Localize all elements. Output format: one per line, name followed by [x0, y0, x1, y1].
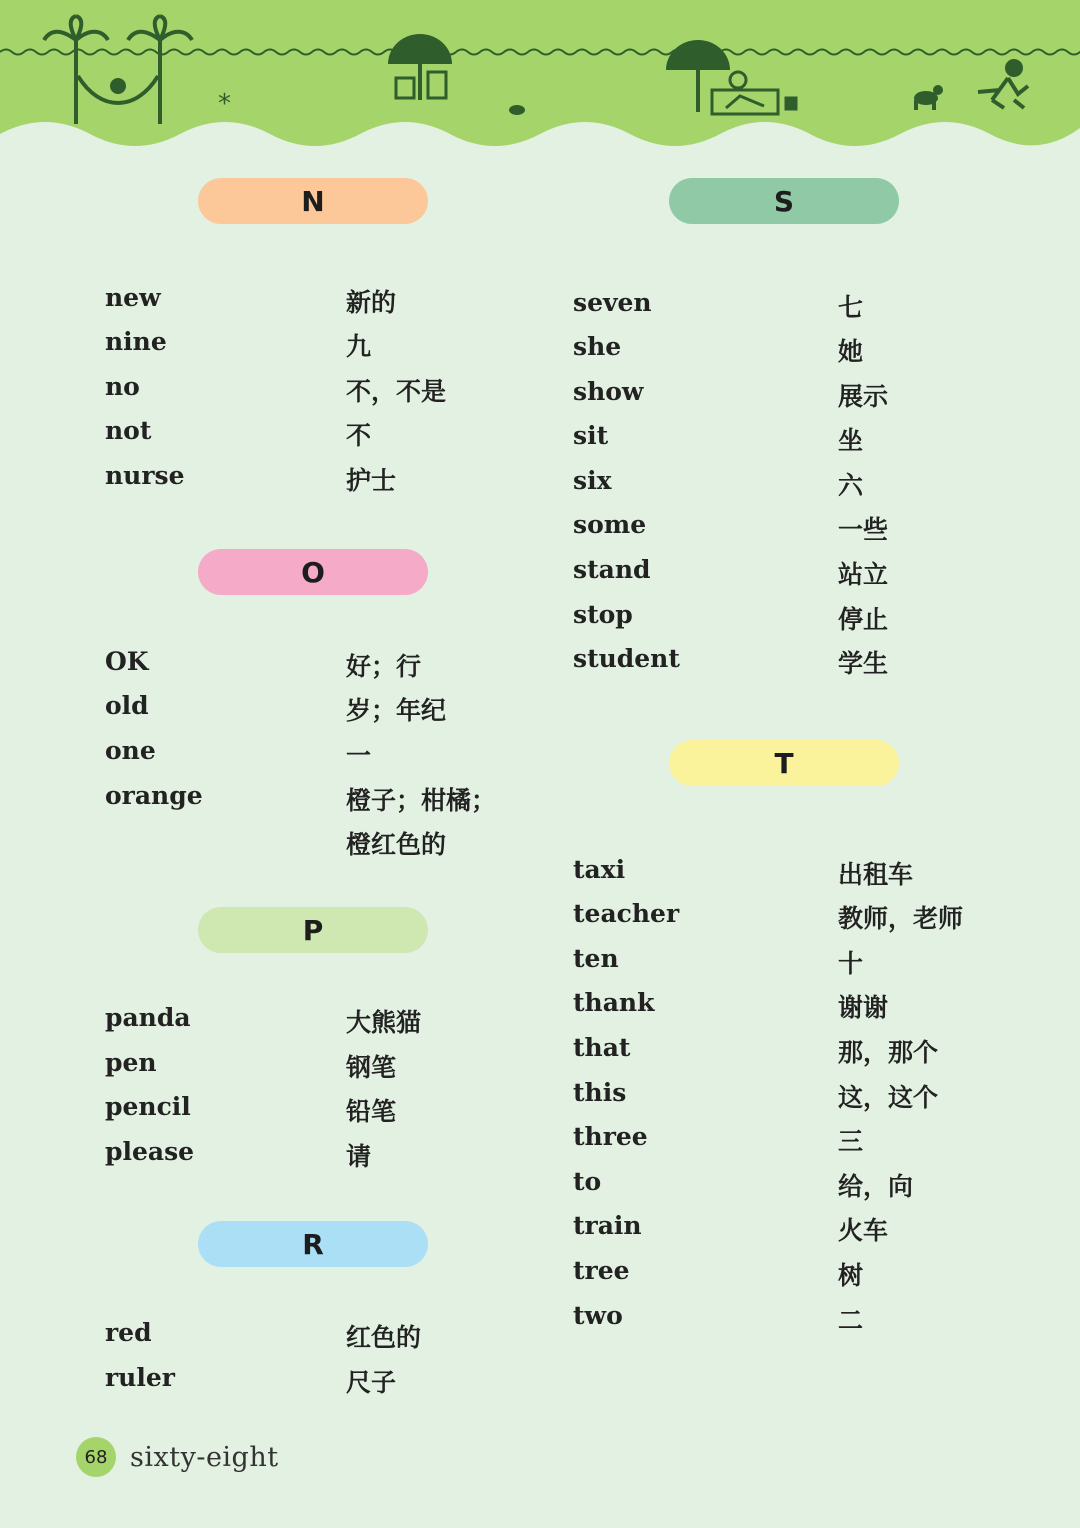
word-en: to [573, 1167, 602, 1196]
word-en: ruler [105, 1363, 175, 1392]
word-en: two [573, 1301, 623, 1330]
word-zh: 七 [838, 293, 864, 322]
word-zh: 铅笔 [346, 1097, 397, 1126]
word-en: please [105, 1137, 195, 1166]
shell-icon [509, 105, 525, 115]
word-en: that [573, 1033, 631, 1062]
word-en: panda [105, 1003, 191, 1032]
word-zh: 坐 [838, 426, 864, 455]
word-en: taxi [573, 855, 626, 884]
page-footer [76, 1437, 279, 1477]
word-en: three [573, 1122, 648, 1151]
word-zh: 橙红色的 [346, 830, 447, 859]
word-zh: 尺子 [346, 1368, 397, 1397]
word-zh: 不 [346, 421, 372, 450]
word-zh: 那，那个 [838, 1038, 939, 1067]
word-zh: 请 [346, 1142, 372, 1171]
word-en: OK [105, 647, 149, 676]
header-banner [0, 0, 1080, 150]
word-zh: 这，这个 [838, 1083, 939, 1112]
word-zh: 谢谢 [838, 993, 889, 1022]
word-en: seven [573, 288, 652, 317]
word-zh: 一 [346, 741, 372, 770]
word-zh: 九 [346, 332, 372, 361]
word-en: nine [105, 327, 167, 356]
word-en: six [573, 466, 612, 495]
word-zh: 二 [838, 1306, 864, 1335]
section-header-p: P [198, 907, 428, 953]
word-zh: 大熊猫 [346, 1008, 422, 1037]
word-en: stop [573, 600, 633, 629]
word-zh: 教师，老师 [838, 904, 964, 933]
section-header-r: R [198, 1221, 428, 1267]
word-zh: 好；行 [346, 652, 422, 681]
word-en: pencil [105, 1092, 191, 1121]
page-number: 68 [76, 1437, 116, 1477]
section-header-s: S [669, 178, 899, 224]
word-zh: 岁；年纪 [346, 696, 447, 725]
word-zh: 出租车 [838, 860, 914, 889]
word-en: old [105, 691, 149, 720]
word-zh: 停止 [838, 605, 889, 634]
star-icon: * [218, 89, 231, 119]
word-zh: 三 [838, 1127, 864, 1156]
word-zh: 橙子；柑橘； [346, 786, 497, 815]
word-en: stand [573, 555, 651, 584]
word-zh: 给，向 [838, 1172, 914, 1201]
word-zh: 展示 [838, 382, 889, 411]
word-en: orange [105, 781, 203, 810]
word-en: student [573, 644, 680, 673]
word-zh: 护士 [346, 466, 397, 495]
word-zh: 六 [838, 471, 864, 500]
word-en: red [105, 1318, 152, 1347]
word-en: this [573, 1078, 627, 1107]
word-zh: 站立 [838, 560, 889, 589]
word-en: tree [573, 1256, 630, 1285]
word-en: one [105, 736, 156, 765]
word-en: pen [105, 1048, 157, 1077]
word-en: new [105, 283, 161, 312]
word-en: thank [573, 988, 655, 1017]
word-zh: 树 [838, 1261, 864, 1290]
word-zh: 火车 [838, 1216, 889, 1245]
word-en: ten [573, 944, 619, 973]
word-zh: 学生 [838, 649, 889, 678]
section-header-t: T [669, 740, 899, 786]
section-header-n: N [198, 178, 428, 224]
word-en: some [573, 510, 647, 539]
word-en: she [573, 332, 622, 361]
word-zh: 不，不是 [346, 377, 447, 406]
word-zh: 一些 [838, 515, 889, 544]
word-zh: 十 [838, 949, 864, 978]
word-en: no [105, 372, 140, 401]
word-zh: 红色的 [346, 1323, 422, 1352]
word-zh: 她 [838, 337, 864, 366]
word-en: not [105, 416, 152, 445]
word-en: train [573, 1211, 642, 1240]
word-zh: 新的 [346, 288, 397, 317]
word-en: show [573, 377, 644, 406]
word-en: sit [573, 421, 609, 450]
word-zh: 钢笔 [346, 1053, 397, 1082]
word-en: nurse [105, 461, 185, 490]
section-header-o: O [198, 549, 428, 595]
word-en: teacher [573, 899, 680, 928]
page-number-words: sixty-eight [130, 1441, 279, 1473]
